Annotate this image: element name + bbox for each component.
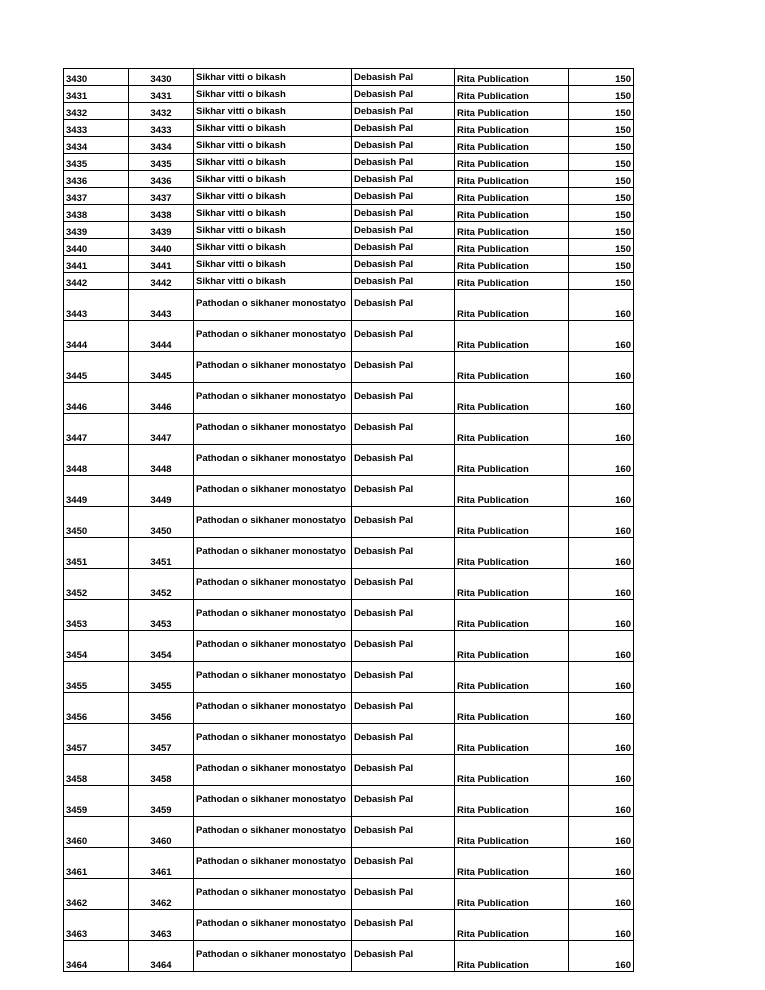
serial-no-cell: 3443 xyxy=(129,290,194,321)
author-cell: Debasish Pal xyxy=(352,188,455,205)
serial-no-cell: 3436 xyxy=(129,171,194,188)
table-row xyxy=(64,321,634,352)
price-cell: 160 xyxy=(569,662,634,693)
book-title-cell: Sikhar vitti o bikash xyxy=(194,137,352,154)
book-title-cell: Pathodan o sikhaner monostatyo xyxy=(194,383,352,414)
accession-no-cell: 3443 xyxy=(64,290,129,321)
author-cell: Debasish Pal xyxy=(352,600,455,631)
serial-no-cell: 3440 xyxy=(129,239,194,256)
price-cell: 150 xyxy=(569,154,634,171)
serial-no-cell: 3447 xyxy=(129,414,194,445)
publisher-cell: Rita Publication xyxy=(455,631,569,662)
book-title-cell: Sikhar vitti o bikash xyxy=(194,171,352,188)
publisher-cell: Rita Publication xyxy=(455,507,569,538)
table-row xyxy=(64,352,634,383)
accession-no-cell: 3464 xyxy=(64,941,129,972)
accession-no-cell: 3460 xyxy=(64,817,129,848)
accession-no-cell: 3453 xyxy=(64,600,129,631)
book-title-cell: Pathodan o sikhaner monostatyo xyxy=(194,941,352,972)
book-title-cell: Pathodan o sikhaner monostatyo xyxy=(194,476,352,507)
author-cell: Debasish Pal xyxy=(352,941,455,972)
publisher-cell: Rita Publication xyxy=(455,321,569,352)
publisher-cell: Rita Publication xyxy=(455,205,569,222)
serial-no-cell: 3454 xyxy=(129,631,194,662)
publisher-cell: Rita Publication xyxy=(455,786,569,817)
price-cell: 160 xyxy=(569,383,634,414)
table-row xyxy=(64,848,634,879)
publisher-cell: Rita Publication xyxy=(455,171,569,188)
price-cell: 160 xyxy=(569,414,634,445)
price-cell: 150 xyxy=(569,103,634,120)
author-cell: Debasish Pal xyxy=(352,910,455,941)
table-row xyxy=(64,569,634,600)
book-title-cell: Pathodan o sikhaner monostatyo xyxy=(194,352,352,383)
serial-no-cell: 3453 xyxy=(129,600,194,631)
publisher-cell: Rita Publication xyxy=(455,848,569,879)
serial-no-cell: 3431 xyxy=(129,86,194,103)
price-cell: 160 xyxy=(569,631,634,662)
serial-no-cell: 3448 xyxy=(129,445,194,476)
book-title-cell: Sikhar vitti o bikash xyxy=(194,103,352,120)
serial-no-cell: 3464 xyxy=(129,941,194,972)
author-cell: Debasish Pal xyxy=(352,724,455,755)
publisher-cell: Rita Publication xyxy=(455,693,569,724)
publisher-cell: Rita Publication xyxy=(455,290,569,321)
table-row xyxy=(64,256,634,273)
table-row xyxy=(64,600,634,631)
accession-no-cell: 3432 xyxy=(64,103,129,120)
price-cell: 160 xyxy=(569,538,634,569)
book-title-cell: Pathodan o sikhaner monostatyo xyxy=(194,755,352,786)
table-row xyxy=(64,154,634,171)
serial-no-cell: 3452 xyxy=(129,569,194,600)
price-cell: 160 xyxy=(569,352,634,383)
accession-no-cell: 3459 xyxy=(64,786,129,817)
accession-no-cell: 3454 xyxy=(64,631,129,662)
author-cell: Debasish Pal xyxy=(352,154,455,171)
author-cell: Debasish Pal xyxy=(352,321,455,352)
price-cell: 160 xyxy=(569,724,634,755)
publisher-cell: Rita Publication xyxy=(455,817,569,848)
publisher-cell: Rita Publication xyxy=(455,352,569,383)
price-cell: 160 xyxy=(569,817,634,848)
author-cell: Debasish Pal xyxy=(352,383,455,414)
serial-no-cell: 3461 xyxy=(129,848,194,879)
accession-no-cell: 3439 xyxy=(64,222,129,239)
accession-no-cell: 3457 xyxy=(64,724,129,755)
table-row xyxy=(64,817,634,848)
accession-no-cell: 3452 xyxy=(64,569,129,600)
publisher-cell: Rita Publication xyxy=(455,941,569,972)
serial-no-cell: 3437 xyxy=(129,188,194,205)
publisher-cell: Rita Publication xyxy=(455,239,569,256)
book-title-cell: Pathodan o sikhaner monostatyo xyxy=(194,507,352,538)
publisher-cell: Rita Publication xyxy=(455,445,569,476)
accession-no-cell: 3436 xyxy=(64,171,129,188)
accession-no-cell: 3437 xyxy=(64,188,129,205)
table-row xyxy=(64,507,634,538)
author-cell: Debasish Pal xyxy=(352,86,455,103)
price-cell: 160 xyxy=(569,476,634,507)
price-cell: 160 xyxy=(569,879,634,910)
book-title-cell: Pathodan o sikhaner monostatyo xyxy=(194,786,352,817)
author-cell: Debasish Pal xyxy=(352,414,455,445)
accession-no-cell: 3438 xyxy=(64,205,129,222)
book-title-cell: Pathodan o sikhaner monostatyo xyxy=(194,910,352,941)
author-cell: Debasish Pal xyxy=(352,103,455,120)
author-cell: Debasish Pal xyxy=(352,352,455,383)
accession-no-cell: 3448 xyxy=(64,445,129,476)
publisher-cell: Rita Publication xyxy=(455,120,569,137)
serial-no-cell: 3446 xyxy=(129,383,194,414)
publisher-cell: Rita Publication xyxy=(455,755,569,786)
book-title-cell: Sikhar vitti o bikash xyxy=(194,188,352,205)
serial-no-cell: 3439 xyxy=(129,222,194,239)
serial-no-cell: 3451 xyxy=(129,538,194,569)
table-row xyxy=(64,786,634,817)
author-cell: Debasish Pal xyxy=(352,69,455,86)
author-cell: Debasish Pal xyxy=(352,662,455,693)
accession-no-cell: 3450 xyxy=(64,507,129,538)
accession-no-cell: 3441 xyxy=(64,256,129,273)
serial-no-cell: 3444 xyxy=(129,321,194,352)
publisher-cell: Rita Publication xyxy=(455,103,569,120)
book-title-cell: Pathodan o sikhaner monostatyo xyxy=(194,569,352,600)
publisher-cell: Rita Publication xyxy=(455,383,569,414)
author-cell: Debasish Pal xyxy=(352,786,455,817)
book-title-cell: Pathodan o sikhaner monostatyo xyxy=(194,693,352,724)
serial-no-cell: 3457 xyxy=(129,724,194,755)
publisher-cell: Rita Publication xyxy=(455,569,569,600)
book-title-cell: Sikhar vitti o bikash xyxy=(194,239,352,256)
table-row xyxy=(64,205,634,222)
price-cell: 160 xyxy=(569,910,634,941)
accession-no-cell: 3434 xyxy=(64,137,129,154)
publisher-cell: Rita Publication xyxy=(455,910,569,941)
table-row xyxy=(64,693,634,724)
book-title-cell: Sikhar vitti o bikash xyxy=(194,154,352,171)
price-cell: 150 xyxy=(569,256,634,273)
book-title-cell: Pathodan o sikhaner monostatyo xyxy=(194,538,352,569)
accession-no-cell: 3458 xyxy=(64,755,129,786)
serial-no-cell: 3458 xyxy=(129,755,194,786)
publisher-cell: Rita Publication xyxy=(455,600,569,631)
accession-no-cell: 3451 xyxy=(64,538,129,569)
price-cell: 160 xyxy=(569,321,634,352)
price-cell: 150 xyxy=(569,69,634,86)
table-row xyxy=(64,273,634,290)
table-row xyxy=(64,239,634,256)
accession-no-cell: 3462 xyxy=(64,879,129,910)
author-cell: Debasish Pal xyxy=(352,693,455,724)
price-cell: 150 xyxy=(569,137,634,154)
table-row xyxy=(64,662,634,693)
table-row xyxy=(64,724,634,755)
author-cell: Debasish Pal xyxy=(352,507,455,538)
author-cell: Debasish Pal xyxy=(352,476,455,507)
book-title-cell: Pathodan o sikhaner monostatyo xyxy=(194,600,352,631)
serial-no-cell: 3456 xyxy=(129,693,194,724)
book-title-cell: Sikhar vitti o bikash xyxy=(194,86,352,103)
book-title-cell: Pathodan o sikhaner monostatyo xyxy=(194,290,352,321)
author-cell: Debasish Pal xyxy=(352,273,455,290)
author-cell: Debasish Pal xyxy=(352,120,455,137)
publisher-cell: Rita Publication xyxy=(455,154,569,171)
accession-no-cell: 3447 xyxy=(64,414,129,445)
table-row xyxy=(64,103,634,120)
price-cell: 150 xyxy=(569,120,634,137)
book-title-cell: Sikhar vitti o bikash xyxy=(194,69,352,86)
serial-no-cell: 3430 xyxy=(129,69,194,86)
serial-no-cell: 3434 xyxy=(129,137,194,154)
table-row xyxy=(64,631,634,662)
accession-no-cell: 3461 xyxy=(64,848,129,879)
table-row xyxy=(64,414,634,445)
accession-no-cell: 3435 xyxy=(64,154,129,171)
serial-no-cell: 3450 xyxy=(129,507,194,538)
publisher-cell: Rita Publication xyxy=(455,879,569,910)
book-title-cell: Pathodan o sikhaner monostatyo xyxy=(194,445,352,476)
author-cell: Debasish Pal xyxy=(352,222,455,239)
author-cell: Debasish Pal xyxy=(352,817,455,848)
publisher-cell: Rita Publication xyxy=(455,222,569,239)
accession-no-cell: 3445 xyxy=(64,352,129,383)
publisher-cell: Rita Publication xyxy=(455,188,569,205)
price-cell: 150 xyxy=(569,239,634,256)
book-title-cell: Pathodan o sikhaner monostatyo xyxy=(194,817,352,848)
serial-no-cell: 3462 xyxy=(129,879,194,910)
serial-no-cell: 3432 xyxy=(129,103,194,120)
book-title-cell: Pathodan o sikhaner monostatyo xyxy=(194,848,352,879)
price-cell: 150 xyxy=(569,86,634,103)
price-cell: 160 xyxy=(569,786,634,817)
book-title-cell: Pathodan o sikhaner monostatyo xyxy=(194,724,352,755)
table-row xyxy=(64,755,634,786)
table-row xyxy=(64,445,634,476)
table-row xyxy=(64,171,634,188)
accession-no-cell: 3442 xyxy=(64,273,129,290)
table-row xyxy=(64,290,634,321)
book-title-cell: Sikhar vitti o bikash xyxy=(194,273,352,290)
price-cell: 160 xyxy=(569,755,634,786)
book-title-cell: Pathodan o sikhaner monostatyo xyxy=(194,414,352,445)
price-cell: 150 xyxy=(569,205,634,222)
serial-no-cell: 3455 xyxy=(129,662,194,693)
author-cell: Debasish Pal xyxy=(352,569,455,600)
author-cell: Debasish Pal xyxy=(352,445,455,476)
price-cell: 160 xyxy=(569,941,634,972)
author-cell: Debasish Pal xyxy=(352,631,455,662)
accession-no-cell: 3449 xyxy=(64,476,129,507)
book-title-cell: Pathodan o sikhaner monostatyo xyxy=(194,662,352,693)
price-cell: 160 xyxy=(569,445,634,476)
publisher-cell: Rita Publication xyxy=(455,69,569,86)
serial-no-cell: 3449 xyxy=(129,476,194,507)
author-cell: Debasish Pal xyxy=(352,205,455,222)
accession-no-cell: 3430 xyxy=(64,69,129,86)
publisher-cell: Rita Publication xyxy=(455,662,569,693)
accession-no-cell: 3455 xyxy=(64,662,129,693)
price-cell: 160 xyxy=(569,507,634,538)
book-title-cell: Pathodan o sikhaner monostatyo xyxy=(194,879,352,910)
accession-no-cell: 3444 xyxy=(64,321,129,352)
table-row xyxy=(64,120,634,137)
price-cell: 160 xyxy=(569,848,634,879)
author-cell: Debasish Pal xyxy=(352,755,455,786)
book-title-cell: Pathodan o sikhaner monostatyo xyxy=(194,321,352,352)
author-cell: Debasish Pal xyxy=(352,290,455,321)
table-row xyxy=(64,383,634,414)
table-row xyxy=(64,86,634,103)
publisher-cell: Rita Publication xyxy=(455,86,569,103)
publisher-cell: Rita Publication xyxy=(455,273,569,290)
price-cell: 150 xyxy=(569,273,634,290)
serial-no-cell: 3438 xyxy=(129,205,194,222)
table-row xyxy=(64,188,634,205)
author-cell: Debasish Pal xyxy=(352,137,455,154)
serial-no-cell: 3433 xyxy=(129,120,194,137)
table-row xyxy=(64,879,634,910)
table-body xyxy=(64,69,634,972)
publisher-cell: Rita Publication xyxy=(455,256,569,273)
book-title-cell: Sikhar vitti o bikash xyxy=(194,222,352,239)
serial-no-cell: 3445 xyxy=(129,352,194,383)
publisher-cell: Rita Publication xyxy=(455,137,569,154)
author-cell: Debasish Pal xyxy=(352,538,455,569)
publisher-cell: Rita Publication xyxy=(455,414,569,445)
table-row xyxy=(64,222,634,239)
book-title-cell: Pathodan o sikhaner monostatyo xyxy=(194,631,352,662)
accession-no-cell: 3440 xyxy=(64,239,129,256)
price-cell: 160 xyxy=(569,693,634,724)
serial-no-cell: 3442 xyxy=(129,273,194,290)
table-row xyxy=(64,69,634,86)
table-row xyxy=(64,941,634,972)
publisher-cell: Rita Publication xyxy=(455,724,569,755)
table-row xyxy=(64,476,634,507)
table-row xyxy=(64,137,634,154)
serial-no-cell: 3441 xyxy=(129,256,194,273)
publisher-cell: Rita Publication xyxy=(455,476,569,507)
serial-no-cell: 3435 xyxy=(129,154,194,171)
table-row xyxy=(64,910,634,941)
serial-no-cell: 3463 xyxy=(129,910,194,941)
accession-no-cell: 3433 xyxy=(64,120,129,137)
price-cell: 160 xyxy=(569,600,634,631)
serial-no-cell: 3459 xyxy=(129,786,194,817)
author-cell: Debasish Pal xyxy=(352,171,455,188)
author-cell: Debasish Pal xyxy=(352,239,455,256)
price-cell: 160 xyxy=(569,569,634,600)
author-cell: Debasish Pal xyxy=(352,848,455,879)
accession-no-cell: 3456 xyxy=(64,693,129,724)
price-cell: 150 xyxy=(569,171,634,188)
serial-no-cell: 3460 xyxy=(129,817,194,848)
author-cell: Debasish Pal xyxy=(352,879,455,910)
publisher-cell: Rita Publication xyxy=(455,538,569,569)
author-cell: Debasish Pal xyxy=(352,256,455,273)
book-register-table xyxy=(63,68,634,972)
book-title-cell: Sikhar vitti o bikash xyxy=(194,120,352,137)
accession-no-cell: 3463 xyxy=(64,910,129,941)
book-title-cell: Sikhar vitti o bikash xyxy=(194,256,352,273)
price-cell: 150 xyxy=(569,222,634,239)
price-cell: 150 xyxy=(569,188,634,205)
table-row xyxy=(64,538,634,569)
book-title-cell: Sikhar vitti o bikash xyxy=(194,205,352,222)
accession-no-cell: 3446 xyxy=(64,383,129,414)
price-cell: 160 xyxy=(569,290,634,321)
accession-no-cell: 3431 xyxy=(64,86,129,103)
